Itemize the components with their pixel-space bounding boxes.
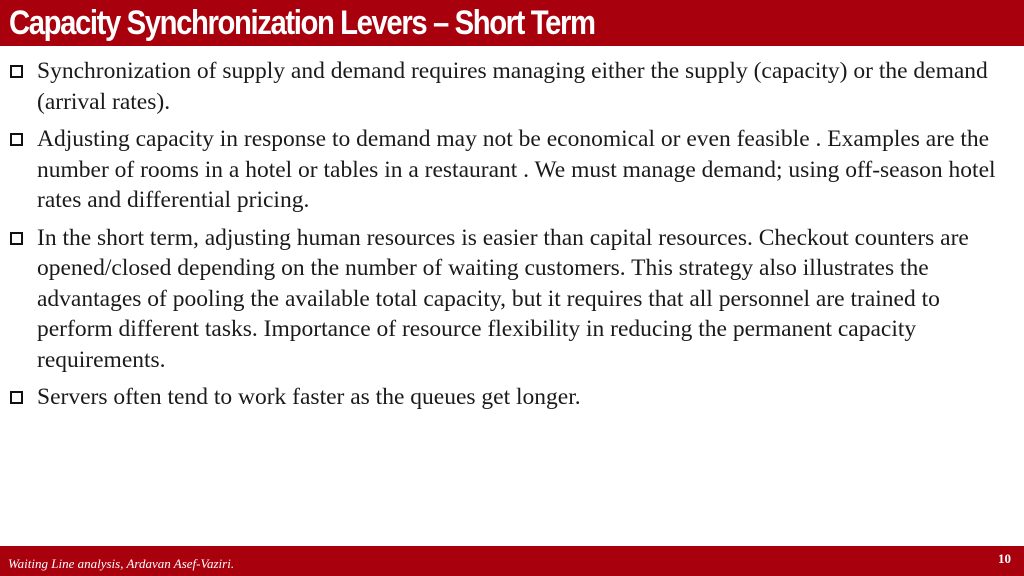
- bullet-item: [0, 223, 1024, 376]
- bullet-text: Servers often tend to work faster as the queues get longer.: [37, 384, 581, 410]
- bullet-list: [0, 56, 1024, 420]
- page-number: 10: [998, 551, 1011, 566]
- square-bullet-icon: [10, 232, 23, 245]
- bullet-text: Synchronization of supply and demand requires managing either the supply (capacity) or the demand (arrival rates).: [37, 58, 988, 115]
- square-bullet-icon: [10, 133, 23, 146]
- bullet-item: [0, 124, 1024, 216]
- footer-credit: Waiting Line analysis, Ardavan Asef-Vaziri.: [8, 556, 235, 571]
- bullet-item: [0, 56, 1024, 117]
- square-bullet-icon: [10, 65, 23, 78]
- footer-bar: [0, 546, 1024, 576]
- slide-title: Capacity Synchronization Levers – Short Term: [9, 4, 595, 42]
- title-bar: [0, 0, 1024, 46]
- bullet-text: In the short term, adjusting human resources is easier than capital resources. Checkout counters are opened/closed depending on the number of waiting customers. This strategy also illustrates the advantages of pooling the available total capacity, but it requires that all personnel are trained to perform different tasks. Importance of resource flexibility in reducing the permanent capacity requirements.: [37, 224, 969, 373]
- square-bullet-icon: [10, 391, 23, 404]
- bullet-text: Adjusting capacity in response to demand may not be economical or even feasible . Examples are the number of rooms in a hotel or tables in a restaurant . We must manage demand; using off-season hotel rates and differential pricing.: [37, 126, 996, 213]
- bullet-item: [0, 382, 1024, 413]
